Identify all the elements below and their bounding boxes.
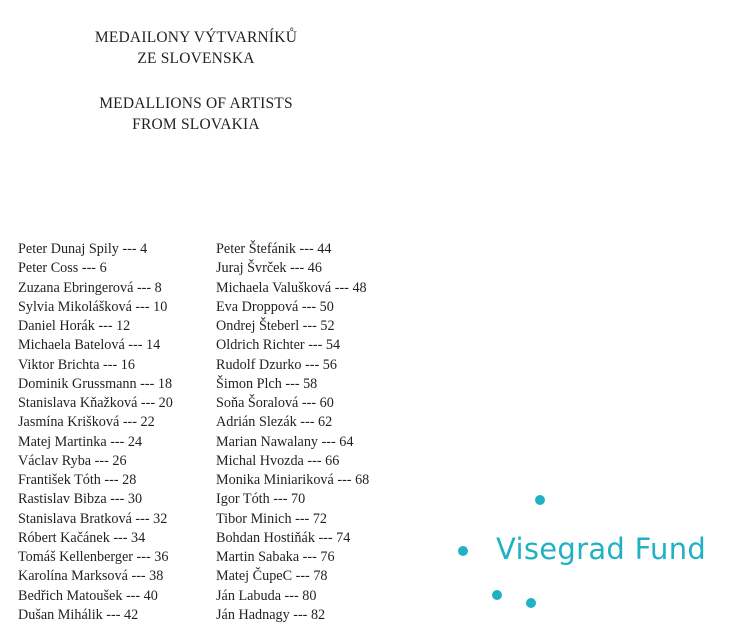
title-slovak (60, 27, 332, 69)
list-item: Marian Nawalany --- 64 (216, 433, 354, 450)
title-english (60, 93, 332, 135)
list-item: Oldrich Richter --- 54 (216, 337, 341, 354)
list-item: Šimon Plch --- 58 (216, 375, 318, 392)
list-item: Michal Hvozda --- 66 (216, 452, 340, 469)
list-item: Monika Miniariková --- 68 (216, 472, 370, 488)
list-item: Peter Coss --- 6 (18, 260, 107, 277)
list-item: Václav Ryba --- 26 (18, 452, 127, 469)
list-item: Peter Štefánik --- 44 (216, 241, 332, 257)
list-item: Tibor Minich --- 72 (216, 510, 328, 527)
logo-dot-icon (458, 546, 468, 556)
list-item: Rudolf Dzurko --- 56 (216, 356, 337, 373)
list-item: Soňa Šoralová --- 60 (216, 395, 334, 411)
logo-text: Visegrad Fund (496, 532, 707, 566)
title-english-line-1: MEDALLIONS OF ARTISTS (99, 95, 293, 112)
artist-list-left (18, 240, 173, 625)
title-slovak-line-2: ZE SLOVENSKA (137, 50, 255, 67)
title-slovak-line-1: MEDAILONY VÝTVARNÍKŮ (94, 29, 298, 46)
list-item: Zuzana Ebringerová --- 8 (18, 279, 162, 296)
list-item: Bedřich Matoušek --- 40 (18, 587, 158, 604)
list-item: Peter Dunaj Spily --- 4 (18, 241, 148, 257)
list-item: Eva Droppová --- 50 (216, 298, 334, 315)
list-item: Tomáš Kellenberger --- 36 (18, 549, 169, 565)
list-item: Juraj Švrček --- 46 (216, 260, 322, 277)
list-item: Ondrej Šteberl --- 52 (216, 318, 335, 334)
list-item: Michaela Batelová --- 14 (18, 337, 161, 354)
list-item: Stanislava Bratková --- 32 (18, 510, 168, 527)
title-english-line-2: FROM SLOVAKIA (132, 116, 260, 133)
list-item: Karolína Marksová --- 38 (18, 568, 164, 585)
list-item: Igor Tóth --- 70 (216, 491, 306, 508)
list-item: Daniel Horák --- 12 (18, 318, 131, 334)
list-item: Jasmína Krišková --- 22 (18, 414, 155, 431)
list-item: Dušan Mihálik --- 42 (18, 606, 139, 623)
logo-dot-icon (535, 495, 545, 505)
list-item: Dominik Grussmann --- 18 (18, 375, 173, 392)
list-item: Rastislav Bibza --- 30 (18, 491, 143, 508)
list-item: Matej ČupeC --- 78 (216, 568, 328, 585)
list-item: Ján Hadnagy --- 82 (216, 606, 326, 623)
list-item: Róbert Kačánek --- 34 (18, 529, 146, 546)
list-item: Michaela Valušková --- 48 (216, 279, 367, 296)
logo-dot-icon (492, 590, 502, 600)
list-item: Sylvia Mikolášková --- 10 (18, 298, 168, 315)
list-item: Martin Sabaka --- 76 (216, 549, 335, 565)
logo-dot-icon (526, 598, 536, 608)
visegrad-fund-logo (450, 480, 730, 620)
list-item: Adrián Slezák --- 62 (216, 414, 333, 431)
list-item: František Tóth --- 28 (18, 472, 137, 488)
list-item: Ján Labuda --- 80 (216, 587, 317, 604)
artist-list-right (216, 240, 369, 625)
list-item: Bohdan Hostiňák --- 74 (216, 529, 351, 546)
list-item: Matej Martinka --- 24 (18, 433, 143, 450)
list-item: Stanislava Kňažková --- 20 (18, 395, 173, 411)
list-item: Viktor Brichta --- 16 (18, 356, 135, 373)
